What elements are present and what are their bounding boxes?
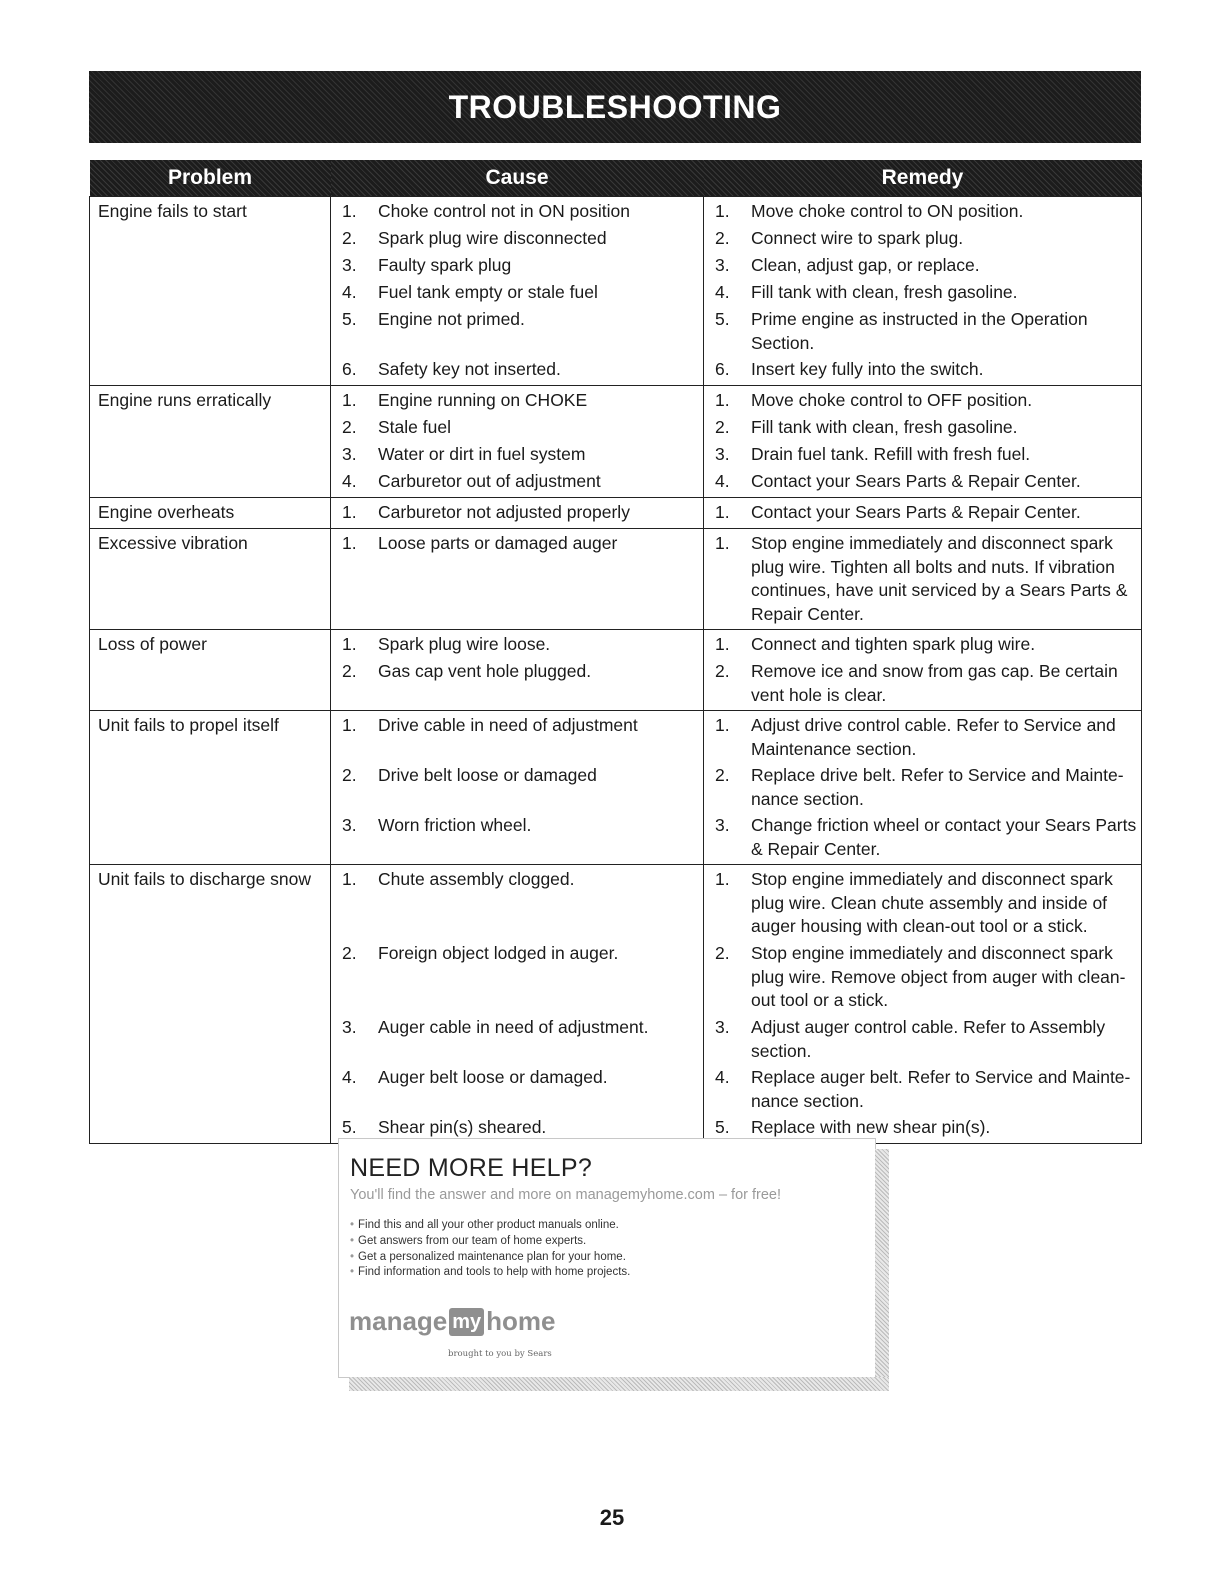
cause-item-number: 1. [342,869,357,889]
remedy-cell [704,498,1142,529]
remedy-cell [704,529,1142,630]
table-row [90,865,1142,1144]
help-subtitle: You'll find the answer and more on managemyhome.com – for free! [350,1187,782,1203]
cause-item [338,281,699,305]
remedy-item-text: Replace auger belt. Refer to Service and Mainte-nance section. [751,1067,1131,1111]
cause-item [338,227,699,251]
cause-item-text: Choke control not in ON position [378,201,630,221]
cause-item-text: Drive cable in need of adjustment [378,715,638,735]
help-bullet: • Get a personalized maintenance plan for your home. [350,1250,630,1266]
cause-cell [331,711,704,865]
remedy-item [711,660,1137,707]
cause-item [338,1066,699,1113]
cause-item-number: 5. [342,1117,357,1137]
remedy-item-text: Replace with new shear pin(s). [751,1117,991,1137]
problem-cell: Unit fails to propel itself [90,711,331,865]
cause-item-text: Carburetor out of adjustment [378,471,601,491]
cause-item-text: Gas cap vent hole plugged. [378,661,592,681]
remedy-item [711,1016,1137,1063]
remedy-item-text: Move choke control to OFF position. [751,390,1033,410]
table-row [90,386,1142,498]
cause-item [338,1116,699,1140]
cause-item-text: Carburetor not adjusted properly [378,502,630,522]
remedy-item-number: 1. [715,715,730,735]
page-number: 25 [599,1505,625,1530]
cause-item [338,470,699,494]
remedy-item-text: Stop engine immediately and disconnect spark plug wire. Clean chute assembly and inside of auger housing with clean-out tool or a stick. [751,869,1113,936]
managemyhome-logo [349,1306,556,1337]
cause-item [338,764,699,811]
remedy-item-number: 2. [715,661,730,681]
cause-item-number: 4. [342,1067,357,1087]
remedy-item [711,942,1137,1013]
cause-item-number: 4. [342,471,357,491]
cause-cell [331,529,704,630]
remedy-item [711,532,1137,626]
cause-cell [331,630,704,711]
cause-item-text: Chute assembly clogged. [378,869,575,889]
remedy-item [711,254,1137,278]
remedy-cell [704,197,1142,386]
cause-item-text: Shear pin(s) sheared. [378,1117,547,1137]
cause-item-text: Auger cable in need of adjustment. [378,1017,649,1037]
remedy-item-number: 2. [715,417,730,437]
remedy-item-text: Replace drive belt. Refer to Service and Mainte-nance section. [751,765,1124,809]
table-row [90,529,1142,630]
cause-item-text: Spark plug wire disconnected [378,228,607,248]
remedy-item-text: Connect and tighten spark plug wire. [751,634,1036,654]
remedy-item-number: 5. [715,1117,730,1137]
cause-item-number: 3. [342,444,357,464]
cause-cell [331,197,704,386]
cause-item-text: Engine running on CHOKE [378,390,588,410]
remedy-item-text: Contact your Sears Parts & Repair Center. [751,502,1081,522]
remedy-item-text: Stop engine immediately and disconnect spark plug wire. Remove object from auger with clean-out tool or a stick. [751,943,1126,1010]
remedy-item-number: 3. [715,444,730,464]
cause-item-number: 1. [342,390,357,410]
remedy-item [711,1066,1137,1113]
cause-item [338,254,699,278]
header-cause: Cause [331,160,704,197]
troubleshooting-table [89,160,1142,1144]
remedy-cell [704,386,1142,498]
remedy-item-number: 1. [715,502,730,522]
remedy-item [711,308,1137,355]
remedy-item-number: 6. [715,359,730,379]
cause-item-text: Auger belt loose or damaged. [378,1067,608,1087]
help-title: NEED MORE HELP? [350,1154,593,1182]
remedy-item-text: Adjust drive control cable. Refer to Service and Maintenance section. [751,715,1116,759]
cause-item [338,416,699,440]
remedy-item-number: 3. [715,255,730,275]
cause-item [338,308,699,355]
remedy-item [711,501,1137,525]
remedy-item-number: 1. [715,634,730,654]
cause-item-text: Spark plug wire loose. [378,634,551,654]
table-row [90,711,1142,865]
cause-item-number: 5. [342,309,357,329]
need-more-help-box [338,1138,876,1378]
cause-item-number: 1. [342,634,357,654]
cause-item-text: Foreign object lodged in auger. [378,943,619,963]
help-bullet: • Get answers from our team of home experts. [350,1234,630,1250]
cause-item-text: Worn friction wheel. [378,815,532,835]
remedy-item [711,281,1137,305]
cause-cell [331,498,704,529]
logo-byline: brought to you by Sears [448,1349,552,1359]
remedy-item [711,227,1137,251]
remedy-item [711,764,1137,811]
cause-item-text: Engine not primed. [378,309,525,329]
cause-item [338,358,699,382]
remedy-item-text: Connect wire to spark plug. [751,228,964,248]
remedy-cell [704,865,1142,1144]
cause-item [338,532,699,626]
table-row [90,630,1142,711]
remedy-item-text: Fill tank with clean, fresh gasoline. [751,282,1018,302]
remedy-cell [704,711,1142,865]
remedy-item [711,868,1137,939]
logo-text-right: home [486,1306,556,1336]
cause-item-number: 2. [342,943,357,963]
remedy-item-text: Contact your Sears Parts & Repair Center. [751,471,1081,491]
remedy-item-text: Stop engine immediately and disconnect spark plug wire. Tighten all bolts and nuts. If vibration continues, have unit serviced by a Sears Parts & Repair Center. [751,533,1128,624]
logo-text-left: manage [349,1306,448,1336]
help-bullet: • Find information and tools to help with home projects. [350,1265,630,1281]
remedy-item-number: 4. [715,282,730,302]
remedy-item-text: Adjust auger control cable. Refer to Assembly section. [751,1017,1106,1061]
remedy-item [711,633,1137,657]
cause-item-number: 2. [342,765,357,785]
cause-item-number: 6. [342,359,357,379]
problem-cell: Unit fails to discharge snow [90,865,331,1144]
remedy-cell [704,630,1142,711]
cause-item [338,814,699,861]
box-shadow-right [875,1149,889,1389]
remedy-item-text: Change friction wheel or contact your Sears Parts & Repair Center. [751,815,1137,859]
remedy-item [711,714,1137,761]
logo-text-box: my [449,1308,484,1336]
remedy-item [711,389,1137,413]
remedy-item-text: Prime engine as instructed in the Operation Section. [751,309,1088,353]
cause-item-number: 3. [342,815,357,835]
remedy-item [711,358,1137,382]
remedy-item-text: Clean, adjust gap, or replace. [751,255,980,275]
problem-cell: Loss of power [90,630,331,711]
table-row [90,197,1142,386]
remedy-item [711,470,1137,494]
remedy-item [711,814,1137,861]
remedy-item-text: Fill tank with clean, fresh gasoline. [751,417,1018,437]
problem-cell: Engine runs erratically [90,386,331,498]
remedy-item-number: 2. [715,943,730,963]
cause-item [338,714,699,761]
remedy-item-number: 3. [715,1017,730,1037]
cause-item [338,501,699,525]
title-banner [89,71,1141,143]
remedy-item-number: 5. [715,309,730,329]
table-row [90,498,1142,529]
box-shadow-bottom [349,1377,889,1391]
header-remedy: Remedy [704,160,1142,197]
cause-item [338,443,699,467]
remedy-item [711,443,1137,467]
cause-item [338,868,699,939]
help-bullet: • Find this and all your other product manuals online. [350,1218,630,1234]
cause-item-number: 1. [342,533,357,553]
remedy-item [711,1116,1137,1140]
remedy-item-number: 1. [715,201,730,221]
remedy-item-number: 4. [715,471,730,491]
remedy-item-text: Insert key fully into the switch. [751,359,984,379]
cause-item-text: Loose parts or damaged auger [378,533,618,553]
cause-item [338,942,699,1013]
remedy-item-text: Move choke control to ON position. [751,201,1024,221]
remedy-item-number: 2. [715,228,730,248]
cause-item-number: 2. [342,417,357,437]
cause-item-number: 3. [342,1017,357,1037]
cause-item-text: Faulty spark plug [378,255,512,275]
cause-item-number: 3. [342,255,357,275]
cause-item-number: 1. [342,502,357,522]
page-title: TROUBLESHOOTING [448,88,782,125]
cause-item-number: 1. [342,715,357,735]
problem-cell: Engine fails to start [90,197,331,386]
remedy-item-number: 1. [715,533,730,553]
cause-item-text: Stale fuel [378,417,451,437]
cause-item-number: 4. [342,282,357,302]
cause-cell [331,865,704,1144]
cause-item-text: Safety key not inserted. [378,359,561,379]
help-bullets [350,1218,630,1281]
cause-item-number: 2. [342,661,357,681]
table-header-row [90,160,1142,197]
problem-cell: Engine overheats [90,498,331,529]
cause-item-text: Drive belt loose or damaged [378,765,597,785]
header-problem: Problem [90,160,331,197]
cause-item [338,200,699,224]
remedy-item-number: 1. [715,390,730,410]
remedy-item-number: 1. [715,869,730,889]
remedy-item [711,200,1137,224]
cause-cell [331,386,704,498]
remedy-item-text: Drain fuel tank. Refill with fresh fuel. [751,444,1031,464]
cause-item-number: 1. [342,201,357,221]
remedy-item-number: 3. [715,815,730,835]
cause-item [338,1016,699,1063]
cause-item [338,660,699,707]
remedy-item [711,416,1137,440]
cause-item [338,389,699,413]
remedy-item-number: 2. [715,765,730,785]
remedy-item-text: Remove ice and snow from gas cap. Be certain vent hole is clear. [751,661,1118,705]
remedy-item-number: 4. [715,1067,730,1087]
cause-item [338,633,699,657]
cause-item-text: Fuel tank empty or stale fuel [378,282,598,302]
problem-cell: Excessive vibration [90,529,331,630]
cause-item-text: Water or dirt in fuel system [378,444,586,464]
cause-item-number: 2. [342,228,357,248]
